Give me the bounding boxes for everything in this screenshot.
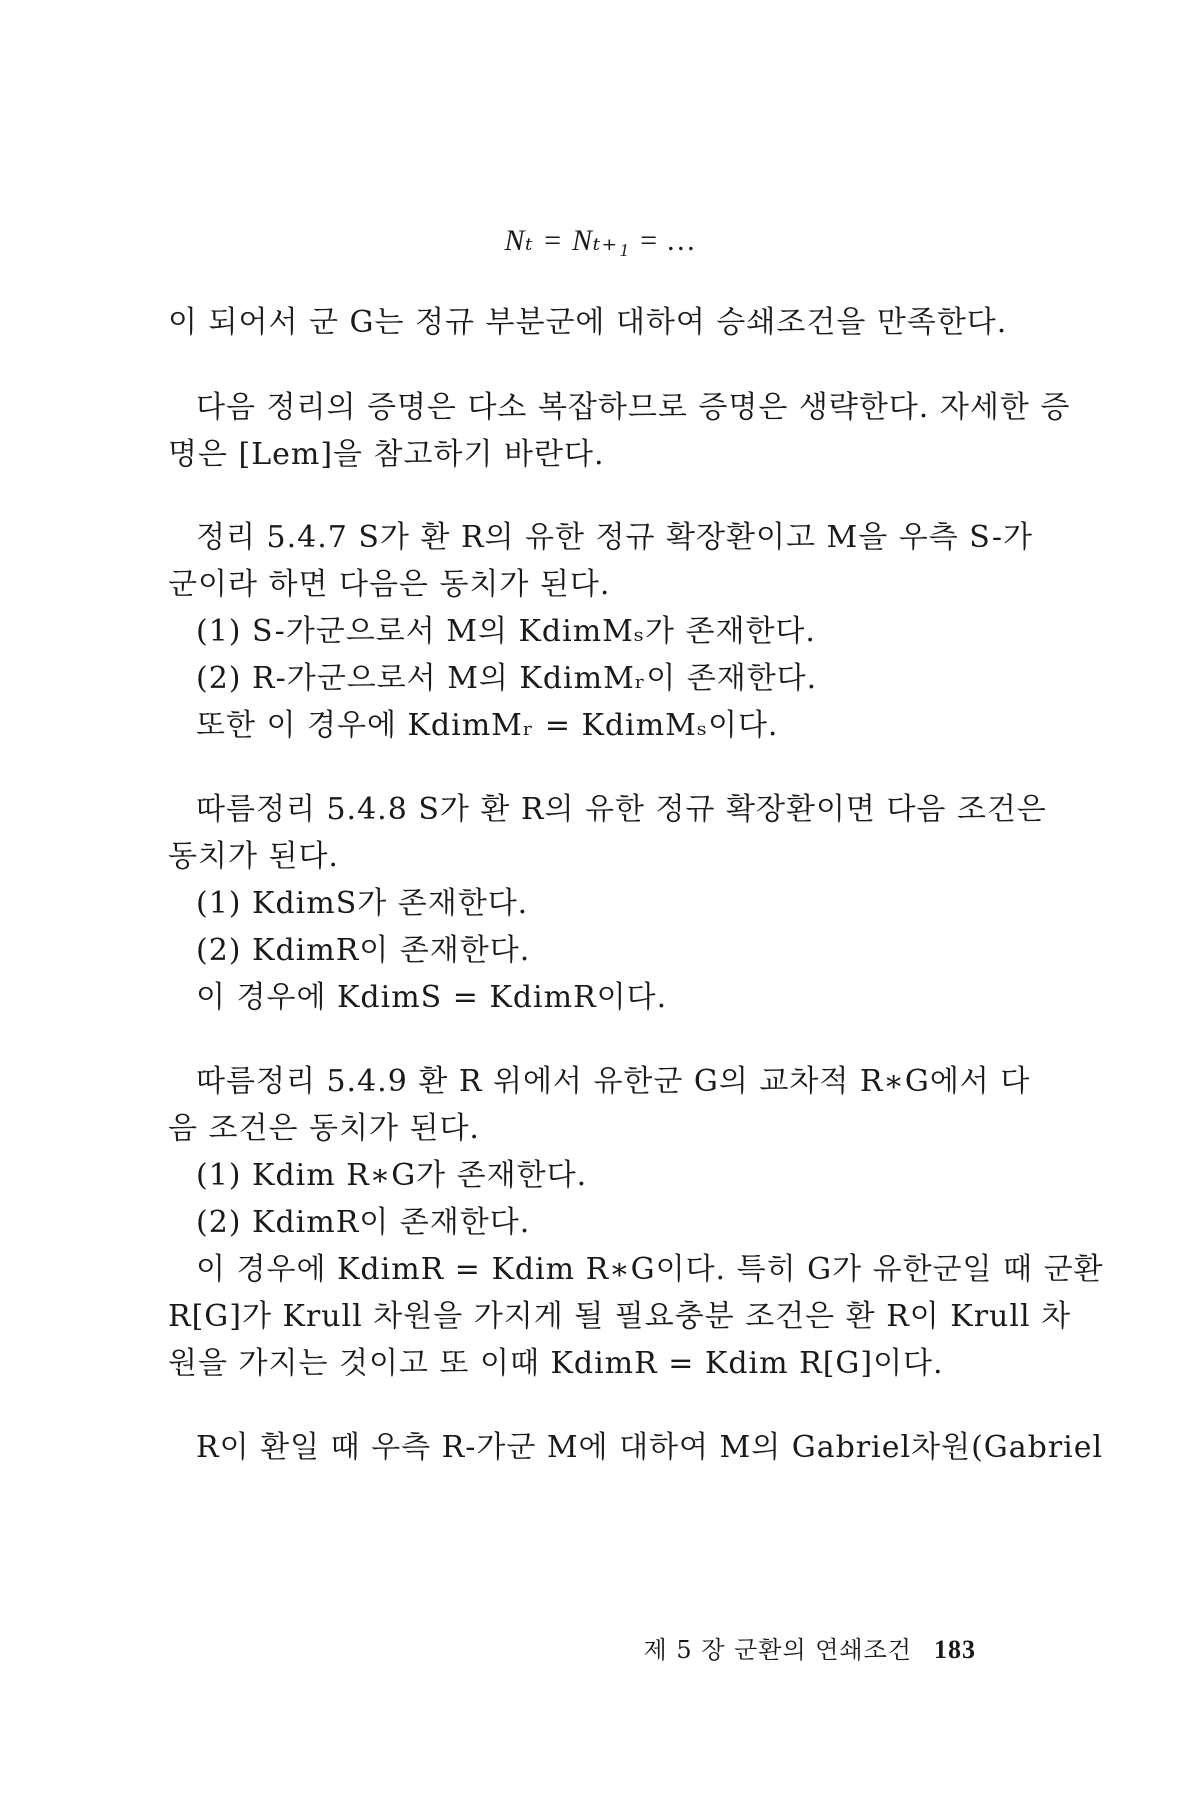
list-item: (1) Kdim R∗G가 존재한다. [196, 1158, 588, 1193]
text-line: 군이라 하면 다음은 동치가 된다. [168, 567, 611, 602]
page-number: 183 [934, 1635, 976, 1664]
text-line: 이 경우에 KdimS = KdimR이다. [196, 980, 668, 1015]
chapter-title: 제 5 장 군환의 연쇄조건 [643, 1636, 912, 1664]
list-item: (1) KdimS가 존재한다. [196, 886, 529, 921]
display-equation: Nₜ = Nₜ₊₁ = … [504, 224, 696, 257]
theorem-heading: 정리 5.4.7 S가 환 R의 유한 정규 확장환이고 M을 우측 S-가 [196, 520, 1033, 555]
text-line: 다음 정리의 증명은 다소 복잡하므로 증명은 생략한다. 자세한 증 [196, 390, 1071, 425]
running-footer [644, 1637, 976, 1663]
text-line: 또한 이 경우에 KdimMᵣ = KdimMₛ이다. [196, 708, 779, 743]
text-line: R[G]가 Krull 차원을 가지게 될 필요충분 조건은 환 R이 Krull 차 [168, 1299, 1072, 1334]
text-line: 동치가 된다. [168, 839, 339, 874]
list-item: (2) KdimR이 존재한다. [196, 1205, 531, 1240]
list-item: (2) KdimR이 존재한다. [196, 933, 531, 968]
text-line: 원을 가지는 것이고 또 이때 KdimR = Kdim R[G]이다. [168, 1346, 944, 1381]
corollary-heading: 따름정리 5.4.8 S가 환 R의 유한 정규 확장환이면 다음 조건은 [196, 792, 1047, 827]
text-line: 이 되어서 군 G는 정규 부분군에 대하여 승쇄조건을 만족한다. [168, 305, 1008, 340]
corollary-heading: 따름정리 5.4.9 환 R 위에서 유한군 G의 교차적 R∗G에서 다 [196, 1064, 1031, 1099]
list-item: (2) R-가군으로서 M의 KdimMᵣ이 존재한다. [196, 661, 818, 696]
text-line: 이 경우에 KdimR = Kdim R∗G이다. 특히 G가 유한군일 때 군환 [196, 1252, 1104, 1287]
text-line: R이 환일 때 우측 R-가군 M에 대하여 M의 Gabriel차원(Gabriel [196, 1430, 1104, 1465]
text-line: 명은 [Lem]을 참고하기 바란다. [168, 437, 605, 472]
text-line: 음 조건은 동치가 된다. [168, 1111, 480, 1146]
list-item: (1) S-가군으로서 M의 KdimMₛ가 존재한다. [196, 614, 816, 649]
